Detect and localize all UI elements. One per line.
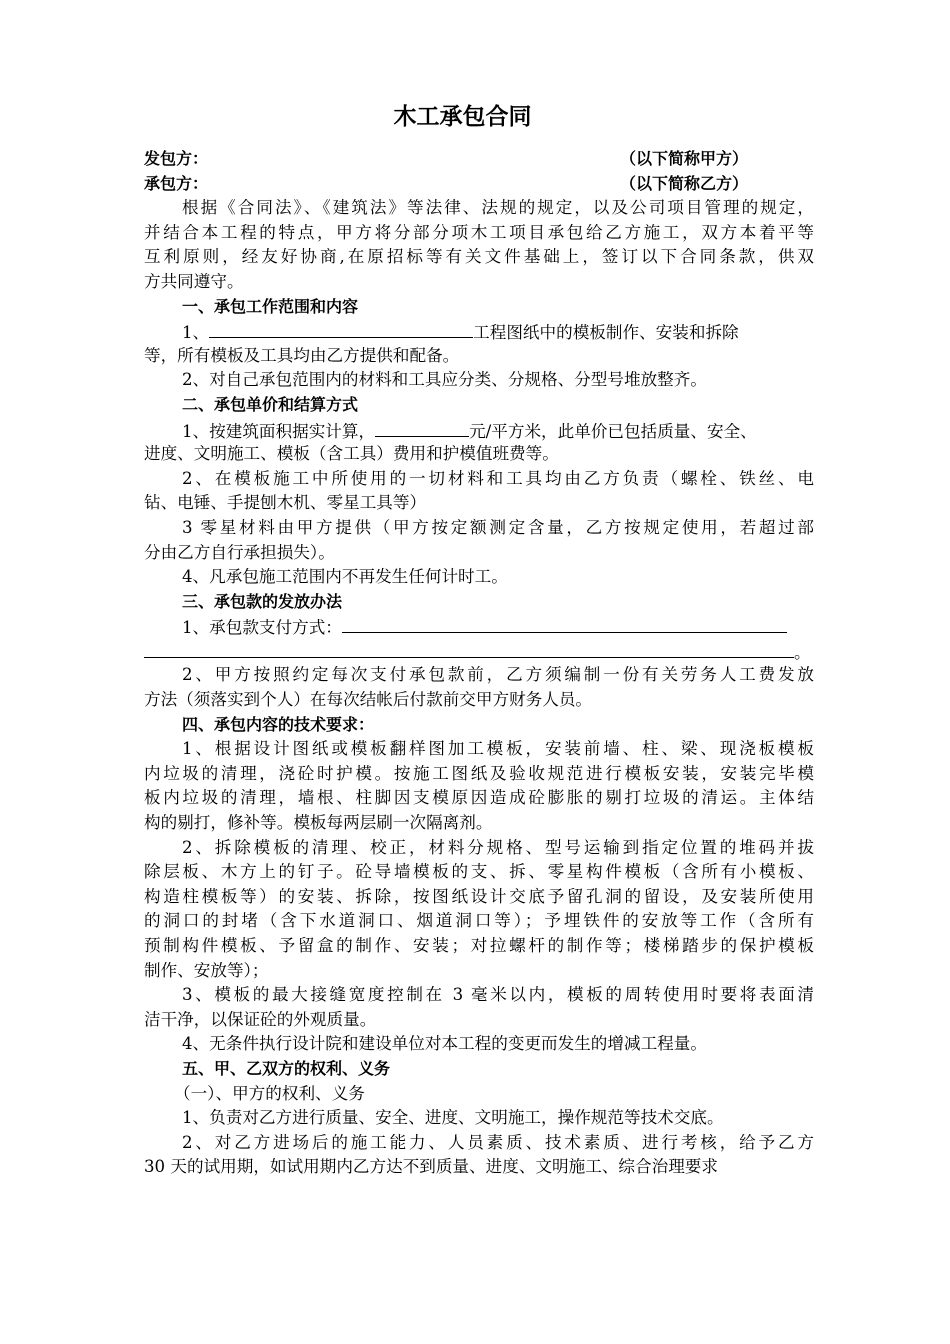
subsection-heading: （一）、甲方的权利、义务 bbox=[174, 1083, 365, 1103]
clause-line: 进度、文明施工、模板（含工具）费用和护模值班费等。 bbox=[144, 444, 559, 464]
clause-line: 1、负责对乙方进行质量、安全、进度、文明施工，操作规范等技术交底。 bbox=[182, 1108, 724, 1128]
clause-line: 3 零星材料由甲方提供（甲方按定额测定含量，乙方按规定使用，若超过部 bbox=[182, 517, 814, 537]
clause-line: 预制构件模板、予留盒的制作、安装；对拉螺杆的制作等；楼梯踏步的保护模板 bbox=[144, 936, 814, 955]
clause-line: 钻、电锤、手提刨木机、零星工具等） bbox=[144, 493, 427, 513]
clause-line: 2、对自己承包范围内的材料和工具应分类、分规格、分型号堆放整齐。 bbox=[182, 370, 707, 390]
clause-prefix: 1、 bbox=[182, 323, 210, 343]
clause-line bbox=[144, 418, 814, 443]
clause-line: 4、无条件执行设计院和建设单位对本工程的变更而发生的增减工程量。 bbox=[182, 1034, 707, 1054]
contractor-label: 承包方： bbox=[144, 173, 209, 193]
clause-prefix: 1、承包款支付方式： bbox=[182, 618, 342, 638]
contract-body bbox=[144, 147, 814, 1180]
clause-line: 3、模板的最大接缝宽度控制在 3 毫米以内，模板的周转使用时要将表面清 bbox=[182, 985, 814, 1005]
clause-line bbox=[144, 639, 814, 664]
clause-line: 构的剔打，修补等。模板每两层刷一次隔离剂。 bbox=[144, 813, 493, 833]
employer-line bbox=[144, 147, 814, 172]
clause-line: 2、对乙方进场后的施工能力、人员素质、技术素质、进行考核，给予乙方 bbox=[182, 1132, 814, 1152]
section-heading: 二、承包单价和结算方式 bbox=[182, 394, 359, 414]
clause-text: 元/平方米，此单价已包括质量、安全、 bbox=[469, 421, 757, 441]
employer-note: （以下简称甲方） bbox=[620, 149, 749, 168]
intro-line: 并结合本工程的特点，甲方将分部分项木工项目承包给乙方施工，双方本着平等 bbox=[144, 222, 814, 242]
unit-price-blank bbox=[375, 418, 469, 437]
document-title: 木工承包合同 bbox=[393, 104, 532, 130]
contractor-line bbox=[144, 172, 814, 197]
clause-line: 等，所有模板及工具均由乙方提供和配备。 bbox=[144, 345, 460, 365]
clause-line: 分由乙方自行承担损失）。 bbox=[144, 542, 335, 562]
intro-line: 方共同遵守。 bbox=[144, 271, 244, 291]
payment-method-blank bbox=[342, 614, 787, 633]
section-heading: 三、承包款的发放办法 bbox=[182, 591, 343, 611]
section-heading: 一、承包工作范围和内容 bbox=[182, 296, 359, 316]
clause-line: 1、根据设计图纸或模板翻样图加工模板，安装前墙、柱、梁、现浇板模板 bbox=[182, 739, 814, 759]
section-heading: 四、承包内容的技术要求： bbox=[182, 714, 375, 734]
clause-line: 洁干净，以保证砼的外观质量。 bbox=[144, 1009, 377, 1029]
clause-prefix: 1、按建筑面积据实计算， bbox=[182, 421, 376, 441]
clause-line: 板内垃圾的清理，墙根、柱脚因支模原因造成砼膨胀的剔打垃圾的清运。主体结 bbox=[144, 788, 814, 808]
clause-line: 4、凡承包施工范围内不再发生任何计时工。 bbox=[182, 567, 508, 587]
payment-method-blank-cont bbox=[144, 639, 794, 658]
clause-line: 30 天的试用期，如试用期内乙方达不到质量、进度、文明施工、综合治理要求 bbox=[144, 1157, 718, 1177]
clause-line bbox=[144, 614, 814, 639]
clause-line: 内垃圾的清理，浇砼时护模。按施工图纸及验收规范进行模板安装，安装完毕模 bbox=[144, 763, 814, 783]
contractor-note: （以下简称乙方） bbox=[620, 173, 749, 193]
clause-line bbox=[144, 319, 814, 344]
section-heading: 五、甲、乙双方的权利、义务 bbox=[182, 1058, 391, 1078]
clause-line: 构造柱模板等）的安装、拆除，按图纸设计交底予留孔洞的留设，及安装所使用 bbox=[144, 886, 814, 906]
clause-line: 制作、安放等）； bbox=[144, 960, 269, 980]
employer-label: 发包方： bbox=[144, 149, 209, 168]
clause-line: 2、在模板施工中所使用的一切材料和工具均由乙方负责（螺栓、铁丝、电 bbox=[182, 468, 814, 488]
clause-end: 。 bbox=[794, 642, 811, 662]
clause-line: 方法（须落实到个人）在每次结帐后付款前交甲方财务人员。 bbox=[144, 690, 593, 710]
intro-line: 根据《合同法》、《建筑法》等法律、法规的规定，以及公司项目管理的规定， bbox=[182, 198, 814, 218]
clause-line: 的洞口的封堵（含下水道洞口、烟道洞口等）；予埋铁件的安放等工作（含所有 bbox=[144, 911, 814, 931]
clause-text: 工程图纸中的模板制作、安装和拆除 bbox=[473, 323, 739, 343]
clause-line: 除层板、木方上的钉子。砼导墙模板的支、拆、零星构件模板（含所有小模板、 bbox=[144, 862, 814, 882]
intro-line: 互利原则，经友好协商,在原招标等有关文件基础上，签订以下合同条款，供双 bbox=[144, 247, 814, 267]
clause-line: 2、甲方按照约定每次支付承包款前，乙方须编制一份有关劳务人工费发放 bbox=[182, 665, 814, 685]
project-name-blank bbox=[209, 319, 473, 338]
clause-line: 2、拆除模板的清理、校正，材料分规格、型号运输到指定位置的堆码并拔 bbox=[182, 837, 814, 857]
